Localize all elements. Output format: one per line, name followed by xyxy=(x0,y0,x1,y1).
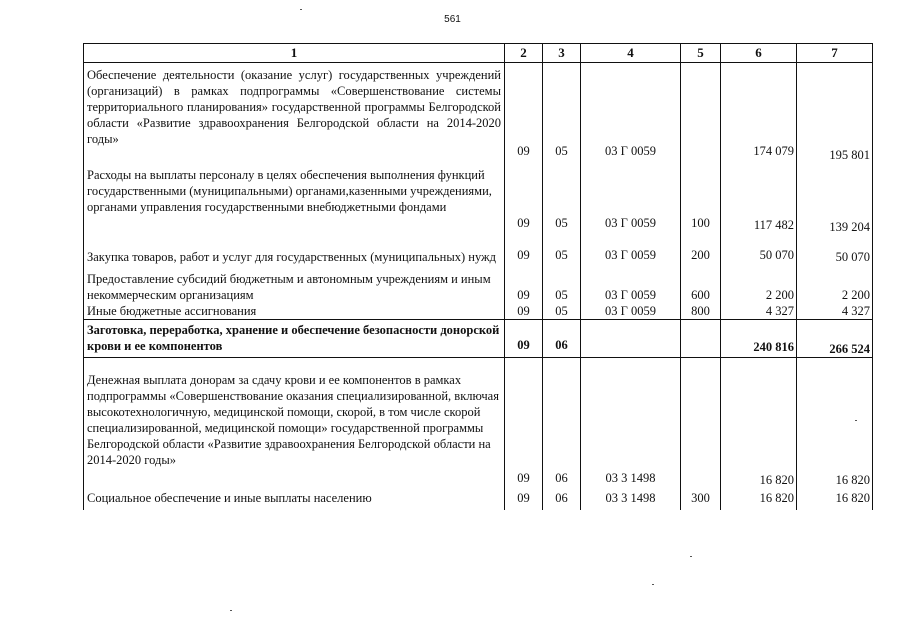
column-header: 1 xyxy=(84,44,505,63)
cell-target-article: 03 Г 0059 xyxy=(581,265,681,303)
scan-speck xyxy=(652,584,654,585)
cell-amount-2016: 16 820 xyxy=(721,357,797,490)
column-header: 6 xyxy=(721,44,797,63)
cell-expense-type xyxy=(681,319,721,357)
scan-speck xyxy=(855,420,857,421)
cell-amount-2017: 266 524 xyxy=(797,319,873,357)
cell-target-article: 03 Г 0059 xyxy=(581,163,681,235)
budget-table xyxy=(83,43,873,510)
table-row xyxy=(84,235,873,265)
page-number: 561 xyxy=(444,14,461,25)
cell-section: 09 xyxy=(505,235,543,265)
row-description: Социальное обеспечение и иные выплаты населению xyxy=(84,490,505,510)
table-row xyxy=(84,163,873,235)
scan-speck xyxy=(230,610,232,611)
table-row xyxy=(84,319,873,357)
cell-expense-type: 300 xyxy=(681,490,721,510)
cell-subsection: 05 xyxy=(543,163,581,235)
cell-subsection: 06 xyxy=(543,490,581,510)
table-row xyxy=(84,63,873,163)
cell-section: 09 xyxy=(505,319,543,357)
row-description: Закупка товаров, работ и услуг для государственных (муниципальных) нужд xyxy=(84,235,505,265)
cell-amount-2016: 117 482 xyxy=(721,163,797,235)
row-description: Денежная выплата донорам за сдачу крови и ее компонентов в рамках подпрограммы «Совершенствование оказания специализированной, включая высокотехнологичную, медицинской помощи, скорой, в том числе скорой специализированной, медицинской помощи» государственной программы Белгородской области «Развитие здравоохранения Белгородской области на 2014-2020 годы» xyxy=(84,357,505,490)
cell-subsection: 06 xyxy=(543,357,581,490)
scan-speck xyxy=(690,556,692,557)
cell-expense-type: 800 xyxy=(681,303,721,320)
cell-amount-2017: 4 327 xyxy=(797,303,873,320)
cell-amount-2017: 195 801 xyxy=(797,63,873,163)
table-row xyxy=(84,303,873,320)
row-description: Предоставление субсидий бюджетным и автономным учреждениям и иным некоммерческим организациям xyxy=(84,265,505,303)
row-description: Иные бюджетные ассигнования xyxy=(84,303,505,320)
cell-expense-type: 100 xyxy=(681,163,721,235)
cell-amount-2017: 16 820 xyxy=(797,490,873,510)
cell-section: 09 xyxy=(505,63,543,163)
cell-target-article: 03 Г 0059 xyxy=(581,235,681,265)
cell-amount-2016: 50 070 xyxy=(721,235,797,265)
table-row xyxy=(84,265,873,303)
table-row xyxy=(84,357,873,490)
cell-expense-type: 200 xyxy=(681,235,721,265)
cell-target-article: 03 Г 0059 xyxy=(581,63,681,163)
cell-subsection: 05 xyxy=(543,303,581,320)
cell-amount-2016: 240 816 xyxy=(721,319,797,357)
cell-subsection: 05 xyxy=(543,63,581,163)
cell-amount-2017: 50 070 xyxy=(797,235,873,265)
cell-section: 09 xyxy=(505,490,543,510)
column-header: 7 xyxy=(797,44,873,63)
column-header: 2 xyxy=(505,44,543,63)
cell-subsection: 06 xyxy=(543,319,581,357)
cell-amount-2017: 139 204 xyxy=(797,163,873,235)
cell-expense-type: 600 xyxy=(681,265,721,303)
cell-amount-2016: 4 327 xyxy=(721,303,797,320)
cell-subsection: 05 xyxy=(543,235,581,265)
cell-subsection: 05 xyxy=(543,265,581,303)
cell-amount-2017: 2 200 xyxy=(797,265,873,303)
cell-expense-type xyxy=(681,357,721,490)
cell-section: 09 xyxy=(505,303,543,320)
column-header: 4 xyxy=(581,44,681,63)
cell-target-article xyxy=(581,319,681,357)
cell-amount-2016: 16 820 xyxy=(721,490,797,510)
cell-section: 09 xyxy=(505,357,543,490)
cell-target-article: 03 3 1498 xyxy=(581,357,681,490)
column-header: 3 xyxy=(543,44,581,63)
cell-section: 09 xyxy=(505,265,543,303)
cell-section: 09 xyxy=(505,163,543,235)
cell-amount-2016: 174 079 xyxy=(721,63,797,163)
cell-amount-2016: 2 200 xyxy=(721,265,797,303)
cell-target-article: 03 Г 0059 xyxy=(581,303,681,320)
cell-target-article: 03 3 1498 xyxy=(581,490,681,510)
row-description: Обеспечение деятельности (оказание услуг) государственных учреждений (организаций) в рамках подпрограммы «Совершенствование системы территориального планирования» государственной программы Белгородской области «Развитие здравоохранения Белгородской области на 2014-2020 годы» xyxy=(84,63,505,163)
table-header-row xyxy=(84,44,873,63)
row-description: Расходы на выплаты персоналу в целях обеспечения выполнения функций государственными (муниципальными) органами,казенными учреждениями, органами управления государственными внебюджетными фондами xyxy=(84,163,505,235)
row-description: Заготовка, переработка, хранение и обеспечение безопасности донорской крови и ее компонентов xyxy=(84,319,505,357)
cell-amount-2017: 16 820 xyxy=(797,357,873,490)
table-row xyxy=(84,490,873,510)
column-header: 5 xyxy=(681,44,721,63)
cell-expense-type xyxy=(681,63,721,163)
scan-speck xyxy=(300,9,302,10)
